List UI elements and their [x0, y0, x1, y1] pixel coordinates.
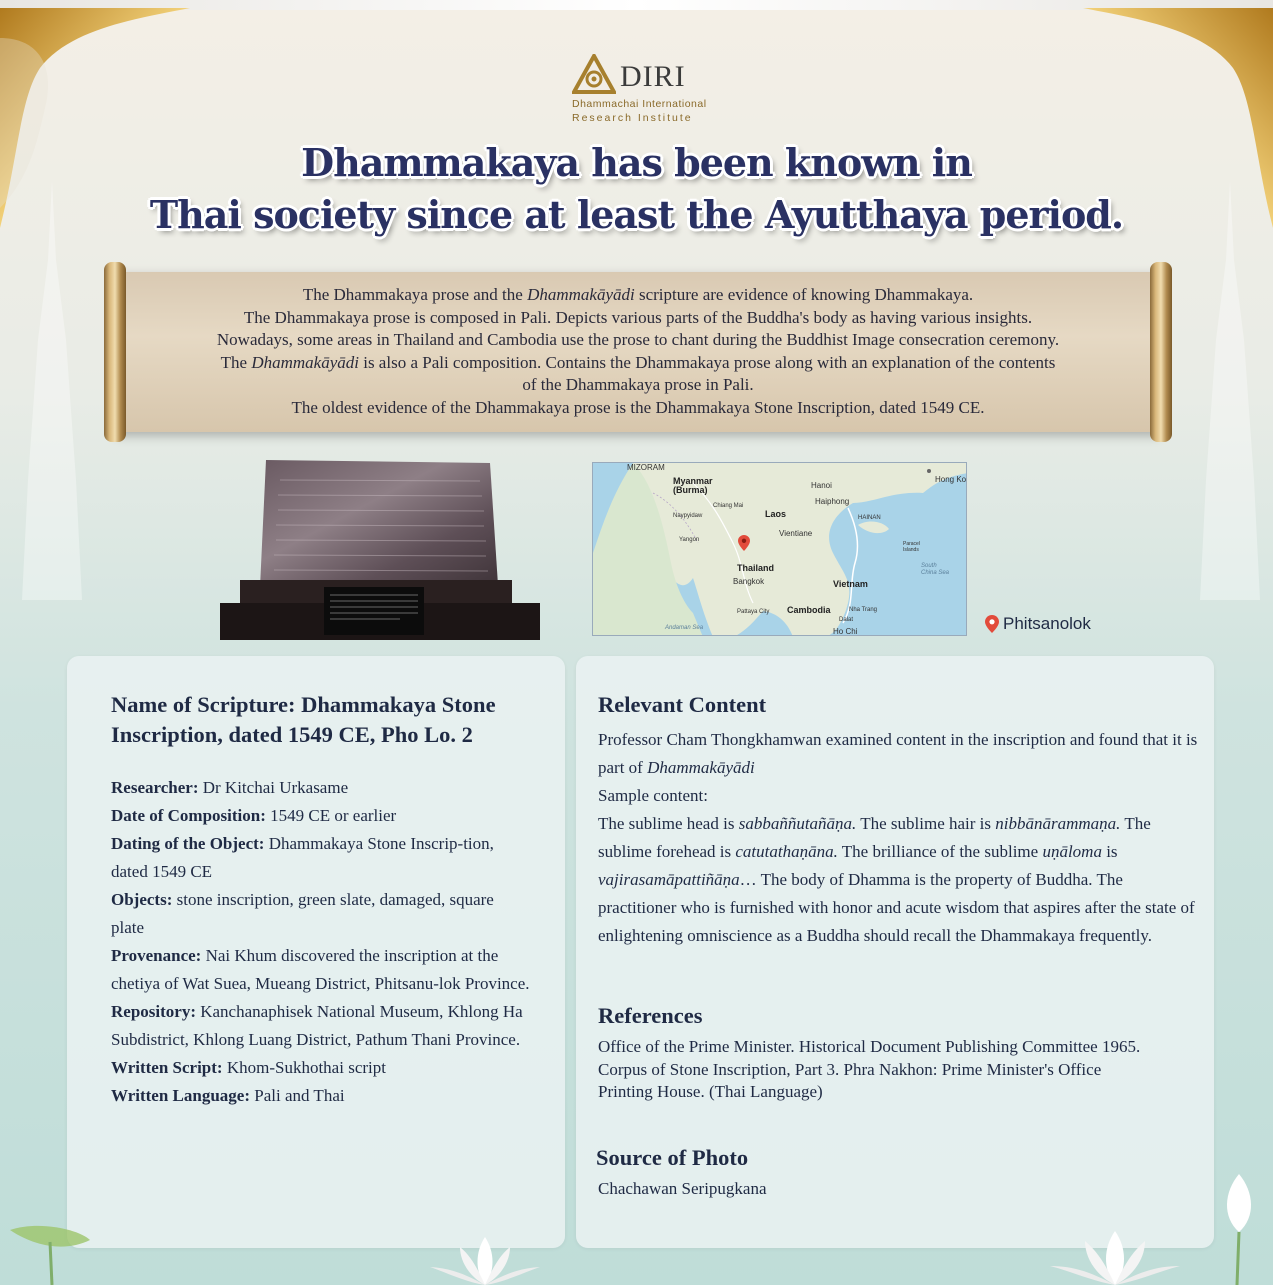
map-label-pattaya: Pattaya City — [737, 609, 770, 615]
map-label-paracel: Paracel Islands — [903, 541, 920, 553]
intro-scroll — [104, 262, 1172, 442]
logo-subtitle-line1: Dhammachai International — [572, 98, 707, 110]
map-label-hainan: HAINAN — [858, 515, 881, 521]
intro-line-6: The oldest evidence of the Dhammakaya prose is the Dhammakaya Stone Inscription, dated 1549 CE. — [291, 397, 985, 417]
map-label-andaman: Andaman Sea — [665, 625, 704, 631]
intro-line-3: Nowadays, some areas in Thailand and Cambodia use the prose to chant during the Buddhist Image consecration ceremony. — [216, 330, 1060, 349]
relevant-content-heading: Relevant Content — [598, 692, 767, 717]
logo-name: DIRI — [620, 60, 686, 93]
map-southeast-asia[interactable] — [592, 462, 967, 636]
lotus-bud-icon — [1216, 1172, 1262, 1285]
intro-text — [164, 284, 1112, 419]
field-dating-of-object: Dating of the Object: Dhammakaya Stone Inscrip-tion, dated 1549 CE — [111, 834, 494, 881]
stone-inscription-photo — [200, 455, 540, 640]
map-label-hochi: Ho Chi — [833, 627, 858, 636]
scripture-fields — [111, 774, 531, 1110]
references-heading: References — [598, 1003, 703, 1028]
map-label-dalat: Dalat — [839, 617, 854, 623]
map-label-hongkong: Hong Ko — [935, 475, 967, 484]
references-body: Office of the Prime Minister. Historical Document Publishing Committee 1965. Corpus of Stone Inscription, Part 3. Phra Nakhon: Prime Minister's Office Printing House. (Thai Language) — [598, 1037, 1141, 1101]
sample-label: Sample content: — [598, 786, 709, 805]
field-objects: Objects: stone inscription, green slate, damaged, square plate — [111, 890, 494, 937]
map-label-vientiane: Vientiane — [779, 529, 813, 538]
field-provenance: Provenance: Nai Khum discovered the inscription at the chetiya of Wat Suea, Mueang District, Phitsanu-lok Province. — [111, 946, 530, 993]
field-repository: Repository: Kanchanaphisek National Museum, Khlong Ha Subdistrict, Khlong Luang District, Pathum Thani Province. — [111, 1002, 523, 1049]
location-label — [985, 613, 1091, 635]
map-label-mizoram: MIZORAM — [627, 463, 665, 472]
map-label-yangon: Yangon — [679, 537, 700, 543]
field-date-of-composition: Date of Composition: 1549 CE or earlier — [111, 806, 397, 825]
scripture-title: Name of Scripture: Dhammakaya Stone Inscription, dated 1549 CE, Pho Lo. 2 — [111, 692, 496, 747]
map-label-cambodia: Cambodia — [787, 605, 831, 615]
scroll-rod-right — [1150, 262, 1172, 442]
location-pin-icon — [985, 615, 999, 633]
map-label-myanmar: Myanmar (Burma) — [673, 476, 713, 495]
scripture-details-card — [67, 656, 565, 1248]
map-label-laos: Laos — [765, 509, 787, 519]
map-label-hanoi: Hanoi — [811, 481, 832, 490]
diri-emblem-icon — [572, 54, 616, 94]
map-label-bangkok: Bangkok — [733, 577, 765, 586]
lotus-leaf-icon — [10, 1220, 90, 1285]
field-written-script: Written Script: Khom-Sukhothai script — [111, 1058, 386, 1077]
headline-line2: Thai society since at least the Ayutthaya period. — [149, 192, 1124, 237]
relevant-content-body — [598, 726, 1198, 950]
field-written-language: Written Language: Pali and Thai — [111, 1086, 345, 1105]
map-label-thailand: Thailand — [737, 563, 775, 573]
temple-silhouette-right — [1200, 180, 1260, 600]
intro-line-4: The Dhammakāyādi is also a Pali composition. Contains the Dhammakaya prose along with an explanation of the contents — [220, 352, 1056, 372]
content-card — [576, 656, 1214, 1248]
headline-line1: Dhammakaya has been known in — [301, 140, 972, 185]
map-label-nhatrang: Nha Trang — [849, 607, 878, 613]
diri-logo — [570, 52, 710, 127]
intro-line-5: of the Dhammakaya prose in Pali. — [522, 375, 754, 394]
intro-line-1: The Dhammakaya prose and the Dhammakāyādi scripture are evidence of knowing Dhammakaya. — [302, 285, 974, 304]
relevant-paragraph: Professor Cham Thongkhamwan examined content in the inscription and found that it is part of Dhammakāyādi — [598, 730, 1198, 777]
map-label-haiphong: Haiphong — [815, 497, 850, 506]
source-of-photo-body: Chachawan Seripugkana — [598, 1179, 767, 1198]
map-label-south-china-sea: South China Sea — [921, 563, 950, 576]
lotus-flower-icon-right — [1040, 1226, 1190, 1285]
location-name: Phitsanolok — [1003, 614, 1091, 633]
intro-line-2: The Dhammakaya prose is composed in Pali. Depicts various parts of the Buddha's body as having various insights. — [243, 307, 1033, 327]
lotus-flower-icon — [420, 1232, 550, 1285]
sample-content: The sublime head is sabbaññutañāṇa. The sublime hair is nibbānārammaṇa. The sublime forehead is catutathaṇāna. The brilliance of the sublime uṇāloma is vajirasamāpattiñāṇa… The body of Dhamma is the property of Buddha. The practitioner who is furnished with honor and acute wisdom that aspires after the state of enlightening omniscience as a Buddha should recall the Dhammakaya frequently. — [598, 814, 1195, 945]
logo-subtitle-line2: Research Institute — [572, 112, 693, 124]
source-of-photo-heading: Source of Photo — [596, 1145, 749, 1170]
map-label-chiangmai: Chiang Mai — [713, 503, 744, 509]
map-label-vietnam: Vietnam — [833, 579, 868, 589]
map-label-naypyidaw: Naypyidaw — [673, 513, 703, 519]
scroll-rod-left — [104, 262, 126, 442]
map-pin-icon[interactable] — [738, 535, 750, 551]
field-researcher: Researcher: Dr Kitchai Urkasame — [111, 778, 349, 797]
temple-silhouette-left — [22, 180, 82, 600]
